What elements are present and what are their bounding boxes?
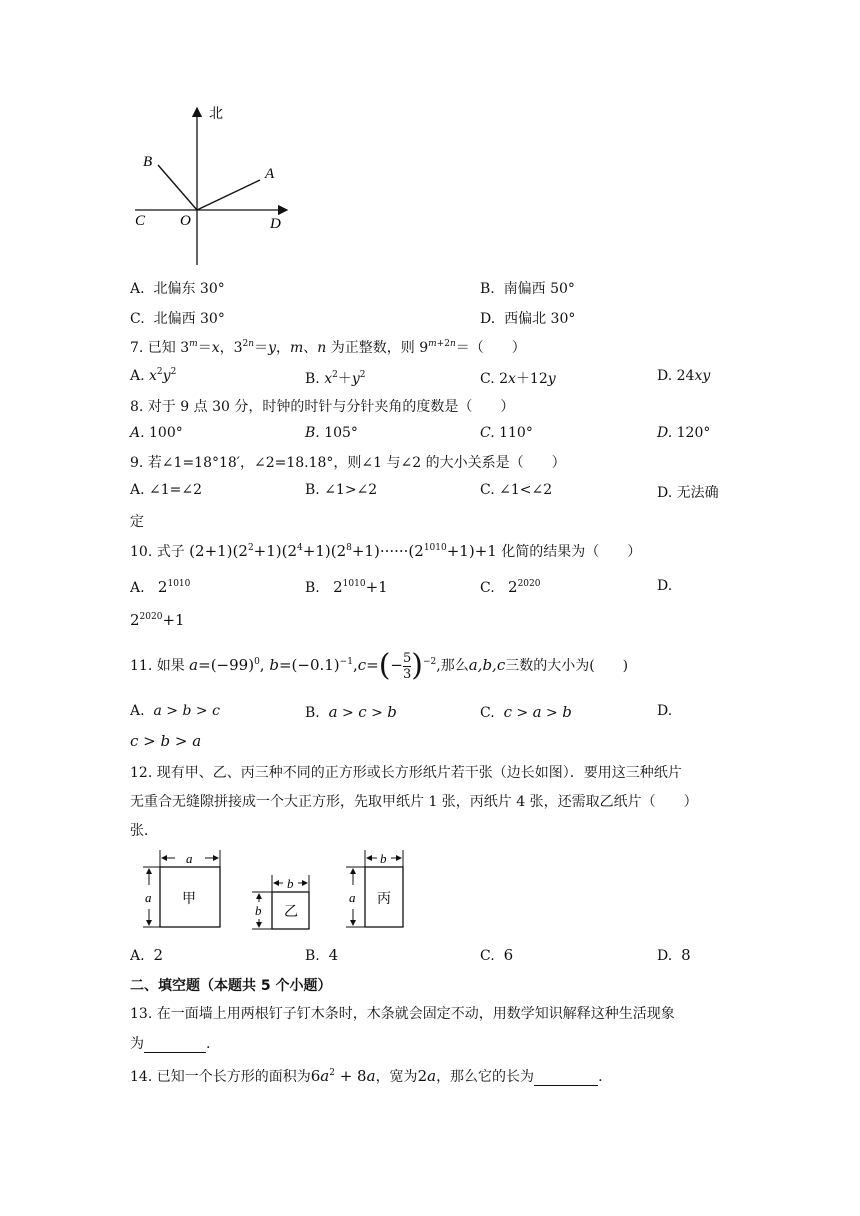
label-C: C [135, 213, 146, 229]
svg-text:b: b [380, 851, 387, 866]
q13-line1: 13. 在一面墙上用两根钉子钉木条时，木条就会固定不动，用数学知识解释这种生活现象 [130, 1006, 675, 1022]
ray-OB [158, 165, 197, 210]
label-B: B [143, 154, 153, 170]
label-north: 北 [209, 107, 223, 122]
svg-text:b: b [255, 903, 262, 918]
piece-yi [252, 875, 309, 929]
svg-text:a: a [349, 890, 356, 905]
label-A: A [265, 166, 275, 182]
q13-answer-blank[interactable] [144, 1036, 206, 1053]
q12-option-b: B. 4 [305, 946, 339, 964]
q9-option-d: D. 无法确 [657, 485, 719, 501]
piece-jia [143, 850, 220, 927]
q7-option-c: C. 2x＋12y [480, 371, 556, 387]
q11-option-a: A. a > b > c [130, 703, 220, 719]
label-O: O [180, 213, 191, 229]
q10-expression: $(2+1)(2^2+1)(2^4+1)(2^8+1)\cdot\cdot\cdot\cdot\cdot\cdot(2^{1010}+1)+1$ [189, 542, 497, 560]
q12-option-d: D. 8 [657, 946, 691, 964]
svg-text:b: b [287, 876, 294, 891]
q14-stem: 14. 已知一个长方形的面积为$6a^2 + 8a$，宽为2a，那么它的长为 . [130, 1067, 603, 1085]
q7-option-a: A. $x^2y^2$ [130, 367, 177, 384]
q9-option-b: B. ∠1>∠2 [305, 482, 378, 498]
q12-line2: 无重合无缝隙拼接成一个大正方形，先取甲纸片 1 张，丙纸片 4 张，还需取乙纸片（ ） [130, 794, 698, 810]
q8-option-a: A. 100° [130, 425, 183, 441]
q10-option-d: D. [657, 578, 673, 594]
q10-option-d-cont: $2^{2020}+1$ [130, 611, 185, 629]
q9-option-a: A. ∠1=∠2 [130, 482, 203, 498]
q12-line3: 张． [130, 823, 158, 839]
q6-option-d: D. 西偏北 30° [480, 311, 576, 327]
q6-option-a: A. 北偏东 30° [130, 281, 225, 297]
q11-stem: 11. 如果 $a=(-99)^0$, $b=(-0.1)^{-1},c=(-$ $\frac{5}{3}$ )$^{-2}$,那么a,b,c三数的大小为( ) [130, 648, 629, 683]
ray-OA [197, 180, 260, 210]
q9-option-c: C. ∠1<∠2 [480, 482, 553, 498]
q14-answer-blank[interactable] [534, 1069, 598, 1086]
q12-option-c: C. 6 [480, 946, 514, 964]
label-jia: 甲 [182, 892, 196, 907]
q12-option-a: A. 2 [130, 946, 164, 964]
q7-option-b: B. $x^2+y^2$ [305, 370, 366, 387]
q10-option-a: A. $2^{1010}$ [130, 578, 191, 596]
q11-option-d-cont: c > b > a [130, 732, 202, 750]
q8-option-d: D. 120° [657, 425, 711, 441]
q11-option-b: B. a > c > b [305, 703, 397, 721]
q10-stem: 10. 式子 $(2+1)(2^2+1)(2^4+1)(2^8+1)\cdot\cdot\cdot\cdot\cdot\cdot(2^{1010}+1)+1$ 化简的结果为（ ） [130, 542, 642, 560]
q9-option-d-cont: 定 [130, 514, 144, 530]
label-yi: 乙 [284, 905, 298, 920]
q9-stem: 9. 若∠1=18°18′，∠2=18.18°，则∠1 与∠2 的大小关系是（ ） [130, 455, 566, 471]
q7-stem: 7. 已知 $3^m=x$，$3^{2n}=y$，m、n 为正整数，则 $9^{m+2n}=$（ ） [130, 339, 526, 356]
q11-option-d: D. [657, 703, 673, 719]
paper-pieces-figure [125, 845, 425, 940]
q8-stem: 8. 对于 9 点 30 分，时钟的时针与分针夹角的度数是（ ） [130, 399, 515, 415]
q13-line2: 为 . [130, 1036, 211, 1052]
compass-figure [125, 100, 295, 270]
svg-text:a: a [145, 890, 152, 905]
section-title-fill-in: 二、填空题（本题共 5 个小题） [130, 978, 332, 994]
q11-option-c: C. c > a > b [480, 703, 572, 721]
q11-expression: $a=(-99)^0$, $b=(-0.1)^{-1},c=(-$ $\frac{5}{3}$ )$^{-2}$ [189, 648, 437, 683]
q7-option-d: D. 24xy [657, 368, 711, 384]
q12-line1: 12. 现有甲、乙、丙三种不同的正方形或长方形纸片若干张（边长如图）．要用这三种纸片 [130, 765, 682, 781]
label-D: D [270, 216, 281, 232]
q8-option-c: C. 110° [480, 425, 533, 441]
piece-bing [346, 850, 403, 927]
q6-option-c: C. 北偏西 30° [130, 311, 225, 327]
q6-option-b: B. 南偏西 50° [480, 281, 575, 297]
label-bing: 丙 [377, 892, 391, 907]
q10-option-b: B. $2^{1010}+1$ [305, 578, 388, 596]
q8-option-b: B. 105° [305, 425, 358, 441]
q10-option-c: C. $2^{2020}$ [480, 578, 541, 596]
svg-text:a: a [186, 851, 193, 866]
